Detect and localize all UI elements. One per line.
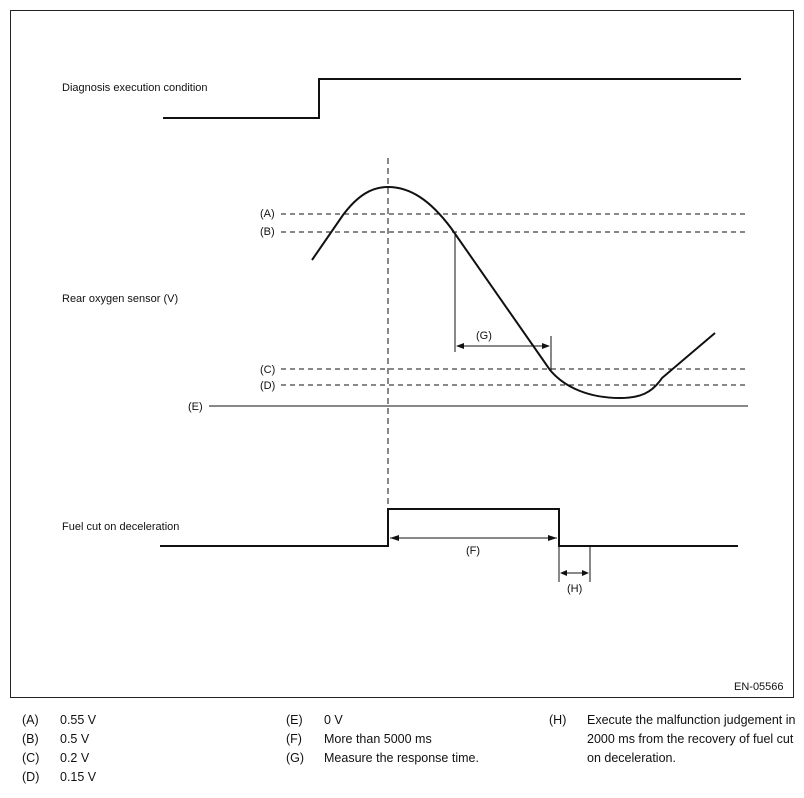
- sensor-signal-label: Rear oxygen sensor (V): [62, 293, 179, 305]
- diagnosis-signal-trace: [163, 79, 741, 118]
- legend-key: (C): [22, 751, 40, 765]
- g-arrowhead-right: [542, 343, 550, 349]
- legend-value: 0.15 V: [60, 770, 97, 784]
- legend-key: (B): [22, 732, 39, 746]
- fuel-cut-signal-label: Fuel cut on deceleration: [62, 521, 180, 533]
- legend-value: Execute the malfunction judgement in 2000 ms from the recovery of fuel cut on deceleration.: [587, 713, 796, 765]
- marker-g-label: (G): [476, 330, 492, 342]
- legend-value: 0.5 V: [60, 732, 90, 746]
- marker-a-label: (A): [260, 208, 275, 220]
- legend-item-a: [22, 711, 96, 730]
- figure-id: EN-05566: [734, 681, 784, 693]
- legend-value: Measure the response time.: [324, 751, 479, 765]
- legend-item-e: [286, 711, 479, 730]
- diagram-frame: [10, 10, 794, 698]
- f-arrowhead-left: [390, 535, 399, 541]
- legend-item-c: [22, 749, 96, 768]
- legend-value: 0.55 V: [60, 713, 97, 727]
- legend-item-h: [549, 711, 804, 768]
- legend-column-3: [549, 711, 804, 768]
- h-arrowhead-right: [582, 570, 589, 576]
- marker-b-label: (B): [260, 226, 275, 238]
- marker-c-label: (C): [260, 364, 276, 376]
- h-arrowhead-left: [560, 570, 567, 576]
- sensor-waveform: [312, 187, 715, 398]
- marker-h-label: (H): [567, 583, 583, 595]
- legend-key: (H): [549, 713, 567, 727]
- timing-diagram: [10, 10, 794, 698]
- legend-value: More than 5000 ms: [324, 732, 432, 746]
- diagnosis-signal-label: Diagnosis execution condition: [62, 82, 208, 94]
- legend-item-b: [22, 730, 96, 749]
- legend-key: (D): [22, 770, 40, 784]
- marker-e-label: (E): [188, 401, 203, 413]
- legend-key: (E): [286, 713, 303, 727]
- legend-item-d: [22, 768, 96, 787]
- legend-key: (A): [22, 713, 39, 727]
- diagram-border: [11, 11, 794, 698]
- legend-key: (F): [286, 732, 302, 746]
- legend-column-2: [286, 711, 479, 768]
- f-arrowhead-right: [548, 535, 557, 541]
- legend-item-f: [286, 730, 479, 749]
- marker-d-label: (D): [260, 380, 276, 392]
- legend-value: 0 V: [324, 713, 343, 727]
- marker-f-label: (F): [466, 545, 481, 557]
- legend-value: 0.2 V: [60, 751, 90, 765]
- fuel-cut-signal-trace: [160, 509, 738, 546]
- g-arrowhead-left: [456, 343, 464, 349]
- legend-column-1: [22, 711, 96, 787]
- legend-key: (G): [286, 751, 305, 765]
- legend-item-g: [286, 749, 479, 768]
